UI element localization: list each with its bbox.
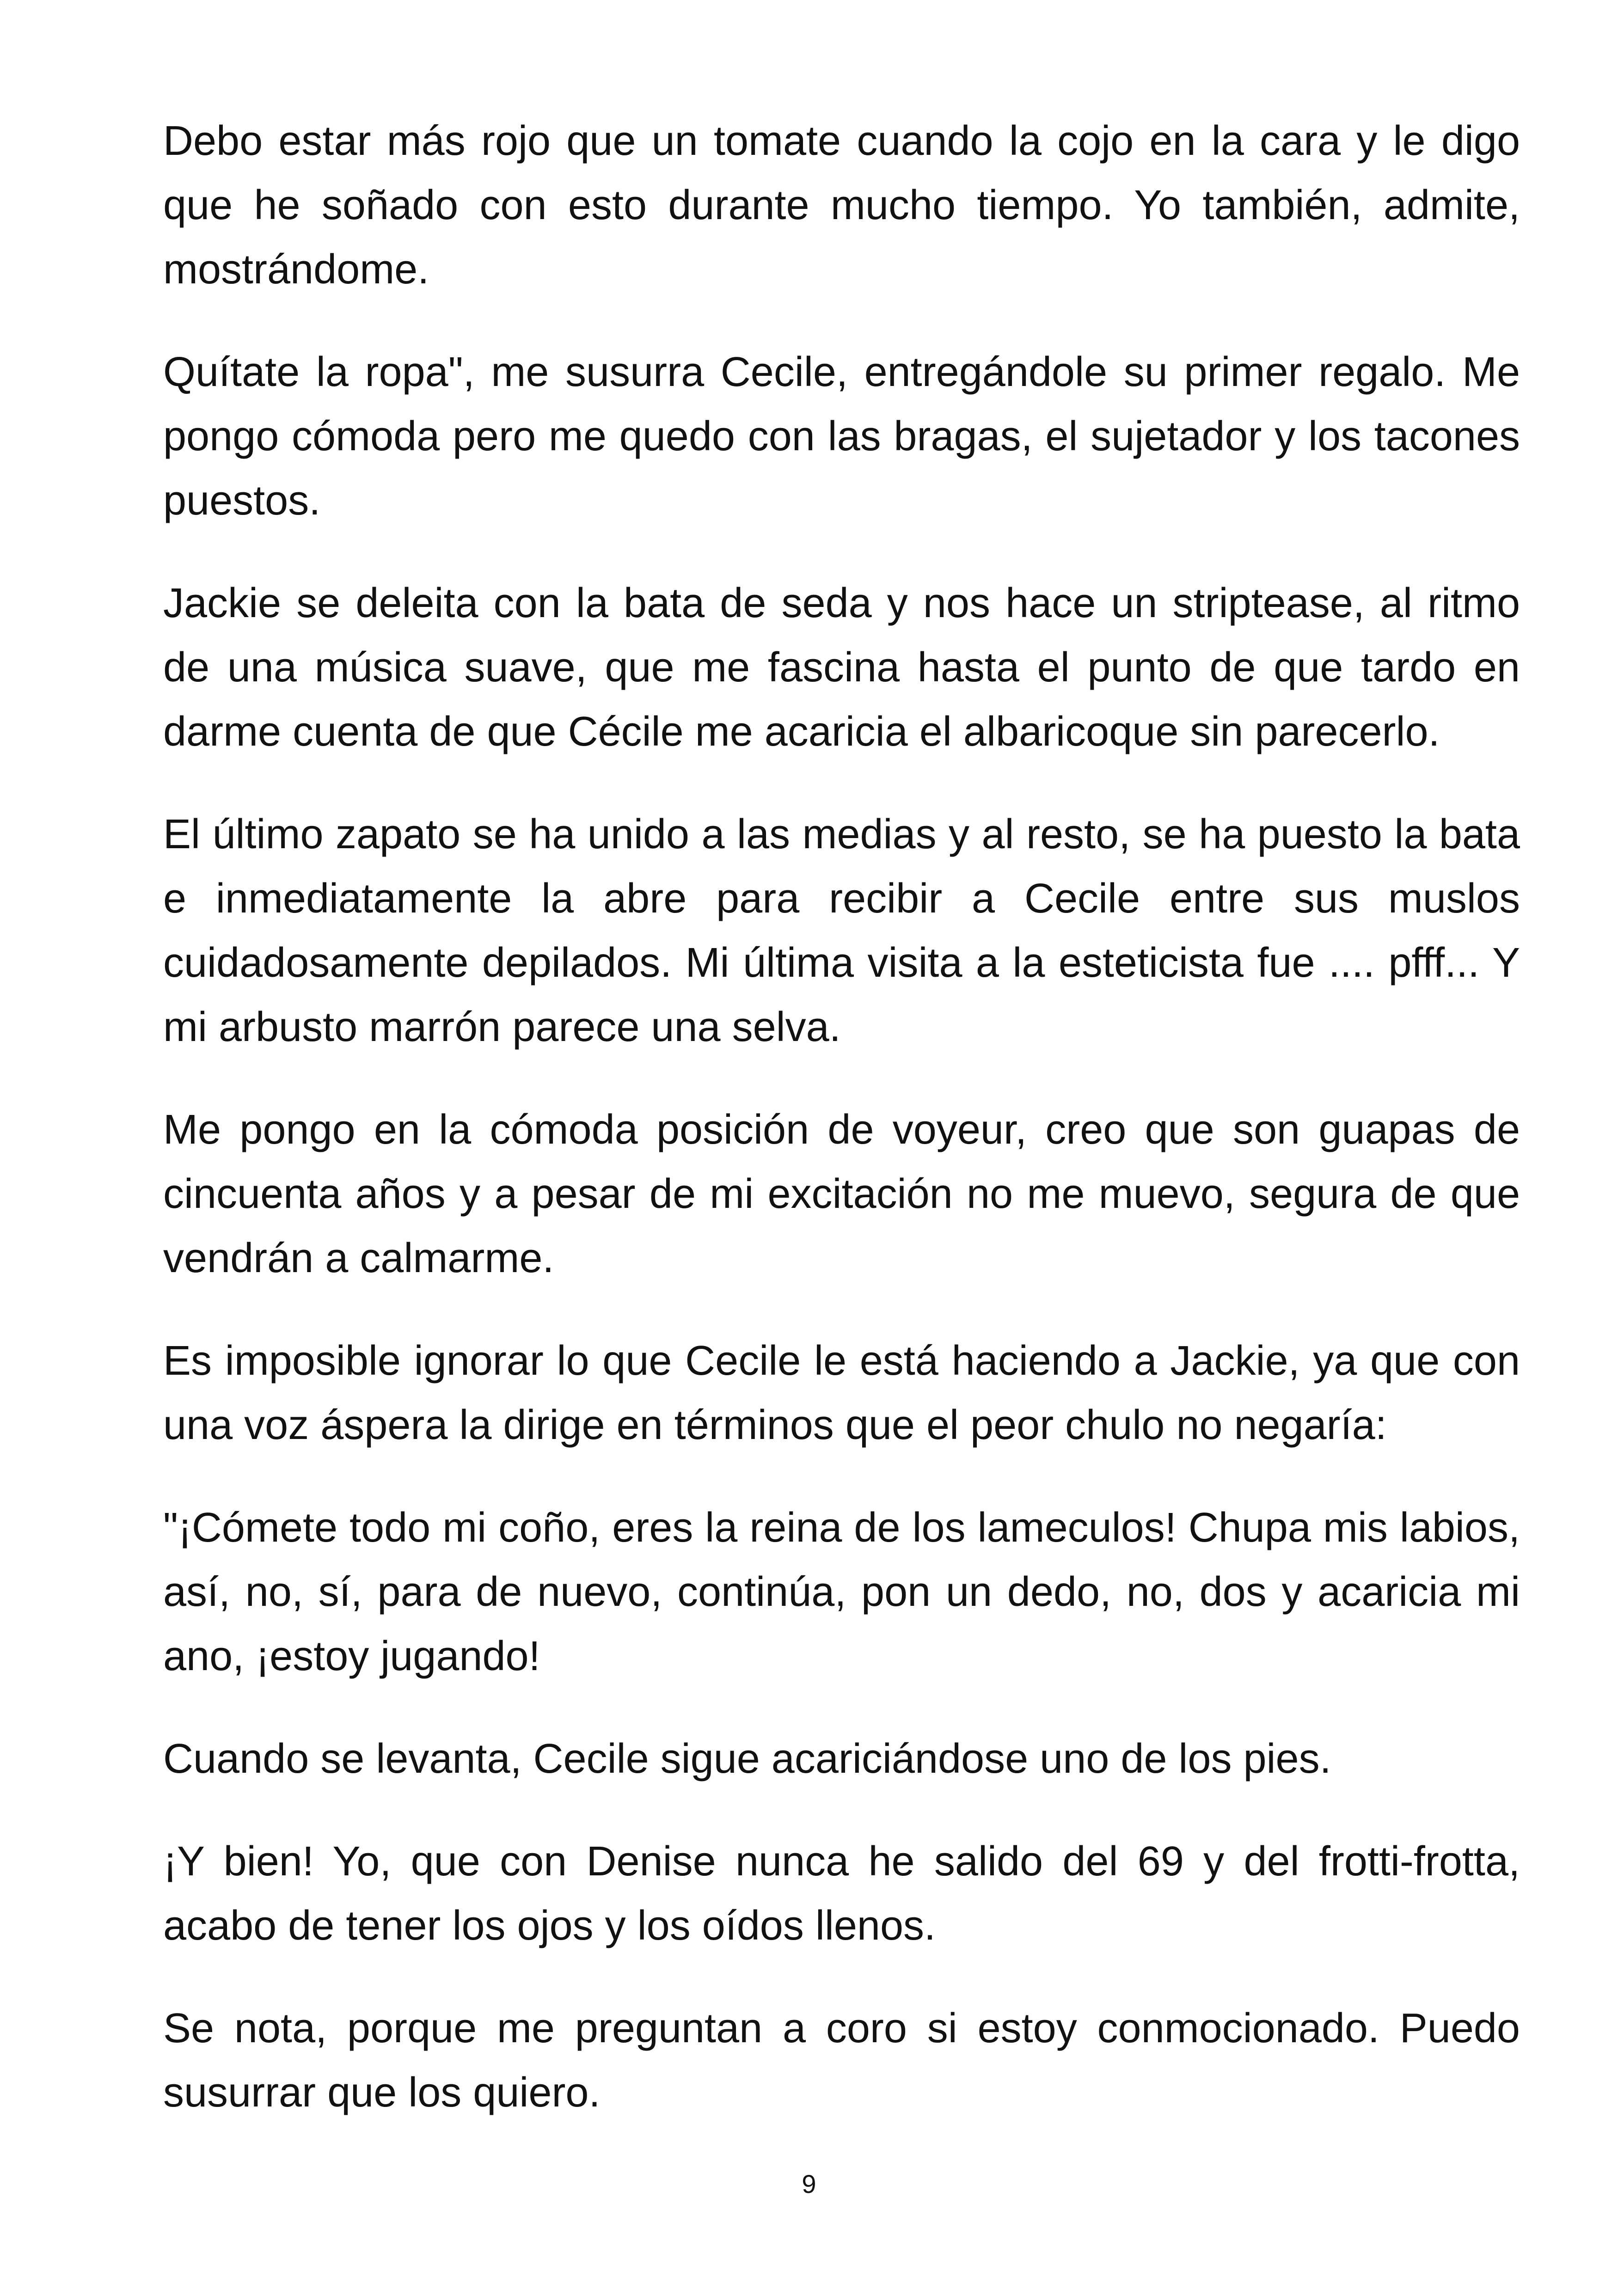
- paragraph-6: Es imposible ignorar lo que Cecile le está haciendo a Jackie, ya que con una voz áspera la dirige en términos que el peor chulo no negaría:: [163, 1338, 1520, 1448]
- paragraph-10: Se nota, porque me preguntan a coro si estoy conmocionado. Puedo susurrar que los quiero.: [163, 2005, 1520, 2116]
- body-text: [163, 109, 1520, 2125]
- paragraph-8: Cuando se levanta, Cecile sigue acariciándose uno de los pies.: [163, 1736, 1331, 1782]
- paragraph-2: Quítate la ropa", me susurra Cecile, entregándole su primer regalo. Me pongo cómoda pero me quedo con las bragas, el sujetador y los tacones puestos.: [163, 349, 1520, 524]
- paragraph-9: ¡Y bien! Yo, que con Denise nunca he salido del 69 y del frotti-frotta, acabo de tener los ojos y los oídos llenos.: [163, 1838, 1520, 1949]
- paragraph-4: El último zapato se ha unido a las medias y al resto, se ha puesto la bata e inmediatamente la abre para recibir a Cecile entre sus muslos cuidadosamente depilados. Mi última visita a la esteticista fue .... pfff... Y mi arbusto marrón parece una selva.: [163, 811, 1520, 1050]
- paragraph-5: Me pongo en la cómoda posición de voyeur, creo que son guapas de cincuenta años y a pesar de mi excitación no me muevo, segura de que vendrán a calmarme.: [163, 1107, 1520, 1281]
- paragraph-7: "¡Cómete todo mi coño, eres la reina de los lameculos! Chupa mis labios, así, no, sí, para de nuevo, continúa, pon un dedo, no, dos y acaricia mi ano, ¡estoy jugando!: [163, 1505, 1520, 1679]
- page-number: 9: [802, 2169, 816, 2198]
- paragraph-3: Jackie se deleita con la bata de seda y nos hace un striptease, al ritmo de una música suave, que me fascina hasta el punto de que tardo en darme cuenta de que Cécile me acaricia el albaricoque sin parecerlo.: [163, 580, 1520, 755]
- paragraph-1: Debo estar más rojo que un tomate cuando la cojo en la cara y le digo que he soñado con esto durante mucho tiempo. Yo también, admite, mostrándome.: [163, 118, 1520, 293]
